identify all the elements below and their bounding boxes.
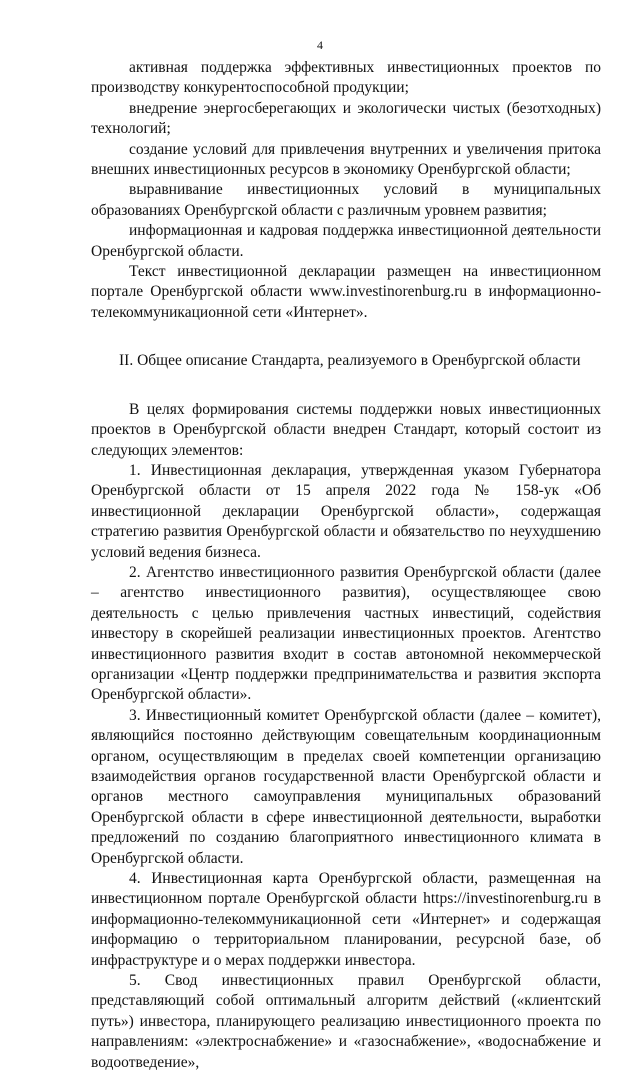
paragraph: 3. Инвестиционный комитет Оренбургской области (далее – комитет), являющийся постоянно действующим совещательным координационным органом, осуществляющим в пределах своей компетенции организацию взаимодействия органов государственной власти Оренбургской области и органов местного самоуправления муниципальных образований Оренбургской области в сфере инвестиционной деятельности, выработки предложений по созданию благоприятного инвестиционного климата в Оренбургской области. xyxy=(91,706,601,867)
section-heading: II. Общее описание Стандарта, реализуемого в Оренбургской области xyxy=(119,352,581,370)
document-body xyxy=(91,58,601,1073)
paragraph: активная поддержка эффективных инвестиционных проектов по производству конкурентоспособной продукции; xyxy=(91,59,601,97)
paragraph: Текст инвестиционной декларации размещен на инвестиционном портале Оренбургской области www.investinorenburg.ru в информационно-телекоммуникационной сети «Интернет». xyxy=(91,263,601,321)
paragraph: 4. Инвестиционная карта Оренбургской области, размещенная на инвестиционном портале Оренбургской области https://investinorenburg.ru в информационно-телекоммуникационной сети «Интернет» и содержащая информацию о территориальном планировании, ресурсной базе, об инфраструктуре и о мерах поддержки инвестора. xyxy=(91,870,601,969)
paragraph: 2. Агентство инвестиционного развития Оренбургской области (далее – агентство инвестиционного развития), осуществляющее свою деятельность с целью привлечения частных инвестиций, содействия инвестору в скорейшей реализации инвестиционных проектов. Агентство инвестиционного развития входит в состав автономной некоммерческой организации «Центр поддержки предпринимательства и развития экспорта Оренбургской области». xyxy=(91,563,601,704)
paragraph: внедрение энергосберегающих и экологически чистых (безотходных) технологий; xyxy=(91,99,601,138)
paragraph: 5. Свод инвестиционных правил Оренбургской области, представляющий собой оптимальный алгоритм действий («клиентский путь») инвестора, планирующего реализацию инвестиционного проекта по направлениям: «электроснабжение» и «газоснабжение», «водоснабжение и водоотведение», xyxy=(91,972,601,1071)
paragraph: информационная и кадровая поддержка инвестиционной деятельности Оренбургской области. xyxy=(91,222,601,260)
paragraph: 1. Инвестиционная декларация, утвержденная указом Губернатора Оренбургской области от 15 апреля 2022 года № 158-ук «Об инвестиционной декларации Оренбургской области», содержащая стратегию развития Оренбургской области и обязательство по неухудшению условий ведения бизнеса. xyxy=(91,461,601,561)
paragraph: В целях формирования системы поддержки новых инвестиционных проектов в Оренбургской области внедрен Стандарт, который состоит из следующих элементов: xyxy=(91,400,601,459)
page-number: 4 xyxy=(317,38,323,52)
paragraph: создание условий для привлечения внутренних и увеличения притока внешних инвестиционных ресурсов в экономику Оренбургской области; xyxy=(91,140,601,179)
paragraph: выравнивание инвестиционных условий в муниципальных образованиях Оренбургской области с различным уровнем развития; xyxy=(91,181,601,219)
